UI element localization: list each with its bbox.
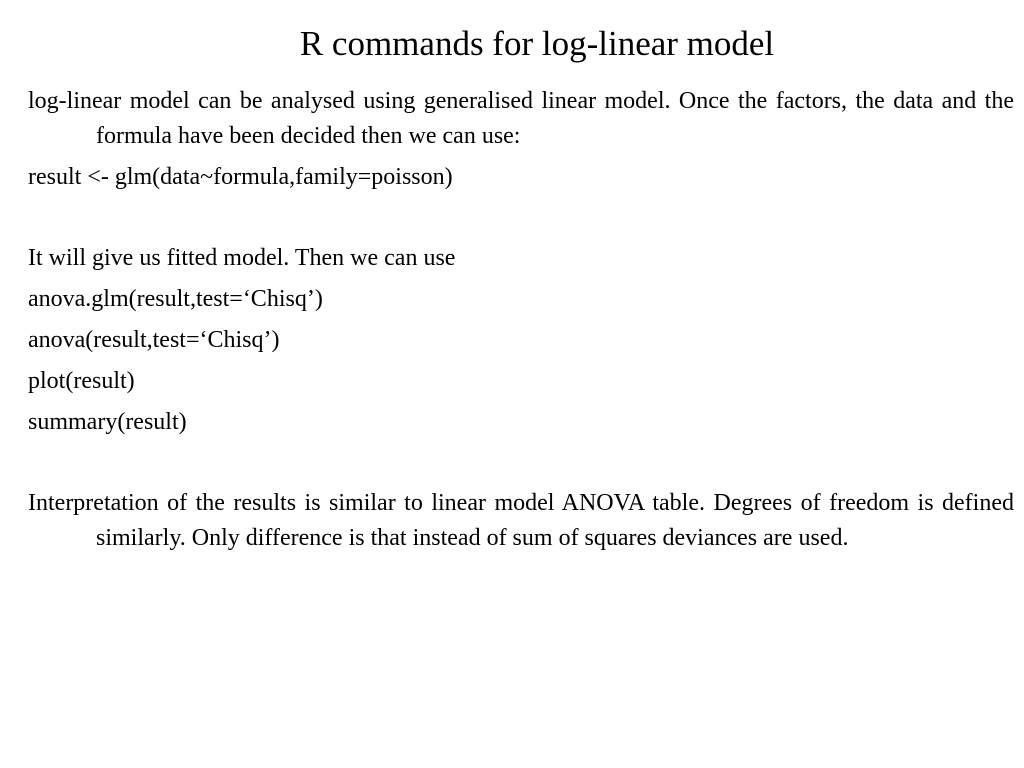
- interpretation-paragraph: Interpretation of the results is similar to linear model ANOVA table. Degrees of freedom is defined similarly. Only difference is that instead of sum of squares deviances are used.: [28, 490, 1014, 551]
- intro-paragraph: log-linear model can be analysed using generalised linear model. Once the factors, the data and the formula have been decided then we can use:: [28, 88, 1014, 149]
- slide-body: [28, 84, 1014, 556]
- anova-command-line: anova(result,test=‘Chisq’): [28, 327, 280, 353]
- glm-command-line: result <- glm(data~formula,family=poisson): [28, 164, 453, 190]
- plot-command-line: plot(result): [28, 368, 135, 394]
- slide-title: R commands for log-linear model: [299, 24, 775, 63]
- summary-command-line: summary(result): [28, 409, 187, 435]
- anova-glm-command-line: anova.glm(result,test=‘Chisq’): [28, 286, 323, 312]
- fitted-model-paragraph: It will give us fitted model. Then we can use: [28, 245, 456, 271]
